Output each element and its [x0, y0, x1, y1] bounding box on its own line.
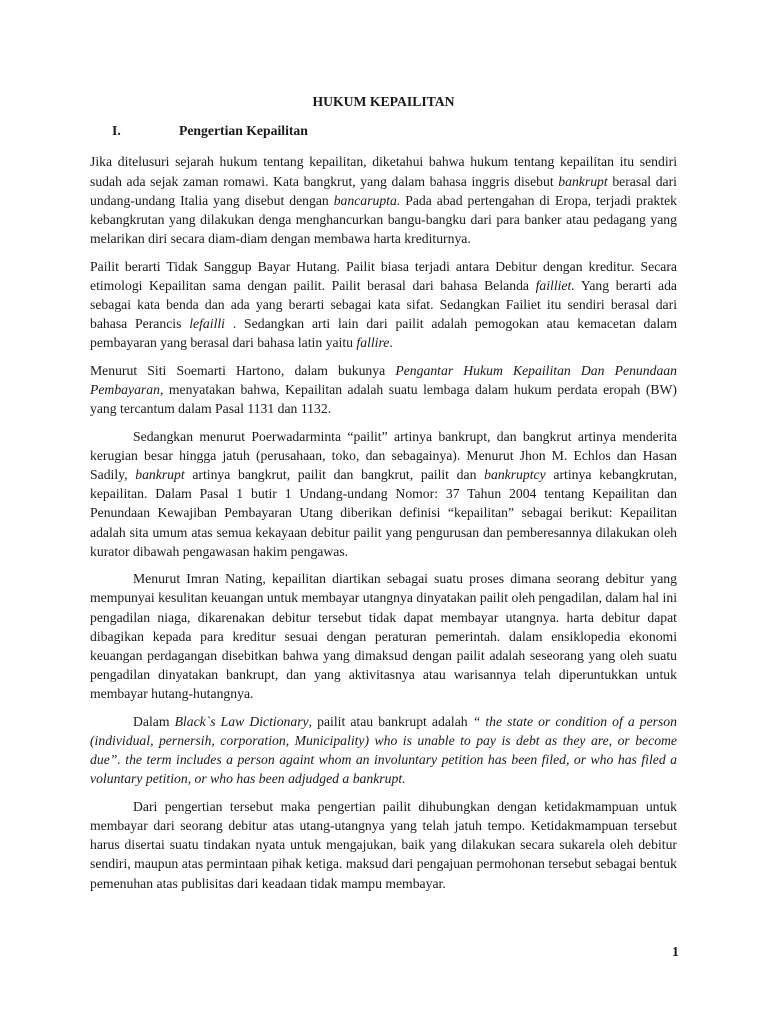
paragraph-soemarti: Menurut Siti Soemarti Hartono, dalam bukunya Pengantar Hukum Kepailitan Dan Penundaan Pembayaran, menyatakan bahwa, Kepailitan adalah suatu lembaga dalam hukum perdata eropah (BW) yang tercantum dalam Pasal 1131 dan 1132.: [90, 362, 677, 417]
paragraph-blacks-law: Dalam Black`s Law Dictionary, pailit atau bankrupt adalah “ the state or condition of a person (individual, pernersih, corporation, Municipality) who is unable to pay is debt as they are, or become due”. the term includes a person againt whom an involuntary petition has been filed, or who has filed a voluntary petition, or who has been adjudged a bankrupt.: [90, 713, 677, 787]
document-body: [90, 92, 677, 901]
document-title: HUKUM KEPAILITAN: [312, 94, 455, 109]
paragraph-history: Jika ditelusuri sejarah hukum tentang kepailitan, diketahui bahwa hukum tentang kepailitan itu sendiri sudah ada sejak zaman romawi. Kata bangkrut, yang dalam bahasa inggris disebut bankrupt berasal dari undang-undang Italia yang disebut dengan bancarupta. Pada abad pertengahan di Eropa, terjadi praktek kebangkrutan yang dilakukan denga menghancurkan bangu-bangku dari para banker atau pedagang yang melarikan diri secara diam-diam dengan membawa harta krediturnya.: [90, 154, 677, 247]
paragraph-poerwadarminta: Sedangkan menurut Poerwadarminta “pailit” artinya bankrupt, dan bangkrut artinya menderita kerugian besar hingga jatuh (perusahaan, toko, dan sebagainya). Menurut Jhon M. Echlos dan Hasan Sadily, bankrupt artinya bangkrut, pailit dan bangkrut, pailit dan bankruptcy artinya kebangkrutan, kepailitan. Dalam Pasal 1 butir 1 Undang-undang Nomor: 37 Tahun 2004 tentang Kepailitan dan Penundaan Kewajiban Pembayaran Utang diberikan definisi “kepailitan” sebagai berikut: Kepailitan adalah sita umum atas semua kekayaan debitur pailit yang pengurusan dan pemberesannya dilakukan oleh kurator dibawah pengawasan hakim pengawas.: [90, 428, 677, 559]
paragraph-etymology: Pailit berarti Tidak Sanggup Bayar Hutang. Pailit biasa terjadi antara Debitur dengan kreditur. Secara etimologi Kepailitan sama dengan pailit. Pailit berasal dari bahasa Belanda failliet. Yang berarti ada sebagai kata benda dan ada yang berarti sebagai kata sifat. Sedangkan Failiet itu sendiri berasal dari bahasa Perancis lefailli . Sedangkan arti lain dari pailit adalah pemogokan atau kemacetan dalam pembayaran yang berasal dari bahasa latin yaitu fallire.: [90, 258, 677, 351]
page-number: 1: [672, 944, 679, 959]
paragraph-nating: Menurut Imran Nating, kepailitan diartikan sebagai suatu proses dimana seorang debitur yang mempunyai kesulitan keuangan untuk membayar utangnya dinyatakan pailit oleh pengadilan, dalam hal ini pengadilan niaga, dikarenakan debitur tersebut tidak dapat membayar utangnya. harta debitur dapat dibagikan kepada para kreditur sesuai dengan peraturan pemerintah. dalam ensiklopedia ekonomi keuangan perdagangan disebitkan bahwa yang dimaksud dengan pailit adalah seseorang yang oleh suatu pengadilan dinyatakan bankrupt, dan yang aktivitasnya atau warisannya telah diperuntukkan untuk membayar hutang-hutangnya.: [90, 571, 677, 702]
section-title: Pengertian Kepailitan: [179, 123, 308, 139]
section-number: I.: [112, 123, 121, 139]
paragraph-conclusion: Dari pengertian tersebut maka pengertian pailit dihubungkan dengan ketidakmampuan untuk membayar dari seorang debitur atas utang-utangnya yang telah jatuh tempo. Ketidakmampuan tersebut harus disertai suatu tindakan nyata untuk mengajukan, baik yang dilakukan secara sukarela oleh debitur sendiri, maupun atas permintaan pihak ketiga. maksud dari pengajuan permohonan tersebut sebagai bentuk pemenuhan atas publisitas dari keadaan tidak mampu membayar.: [90, 798, 677, 891]
section-heading: [90, 121, 677, 140]
